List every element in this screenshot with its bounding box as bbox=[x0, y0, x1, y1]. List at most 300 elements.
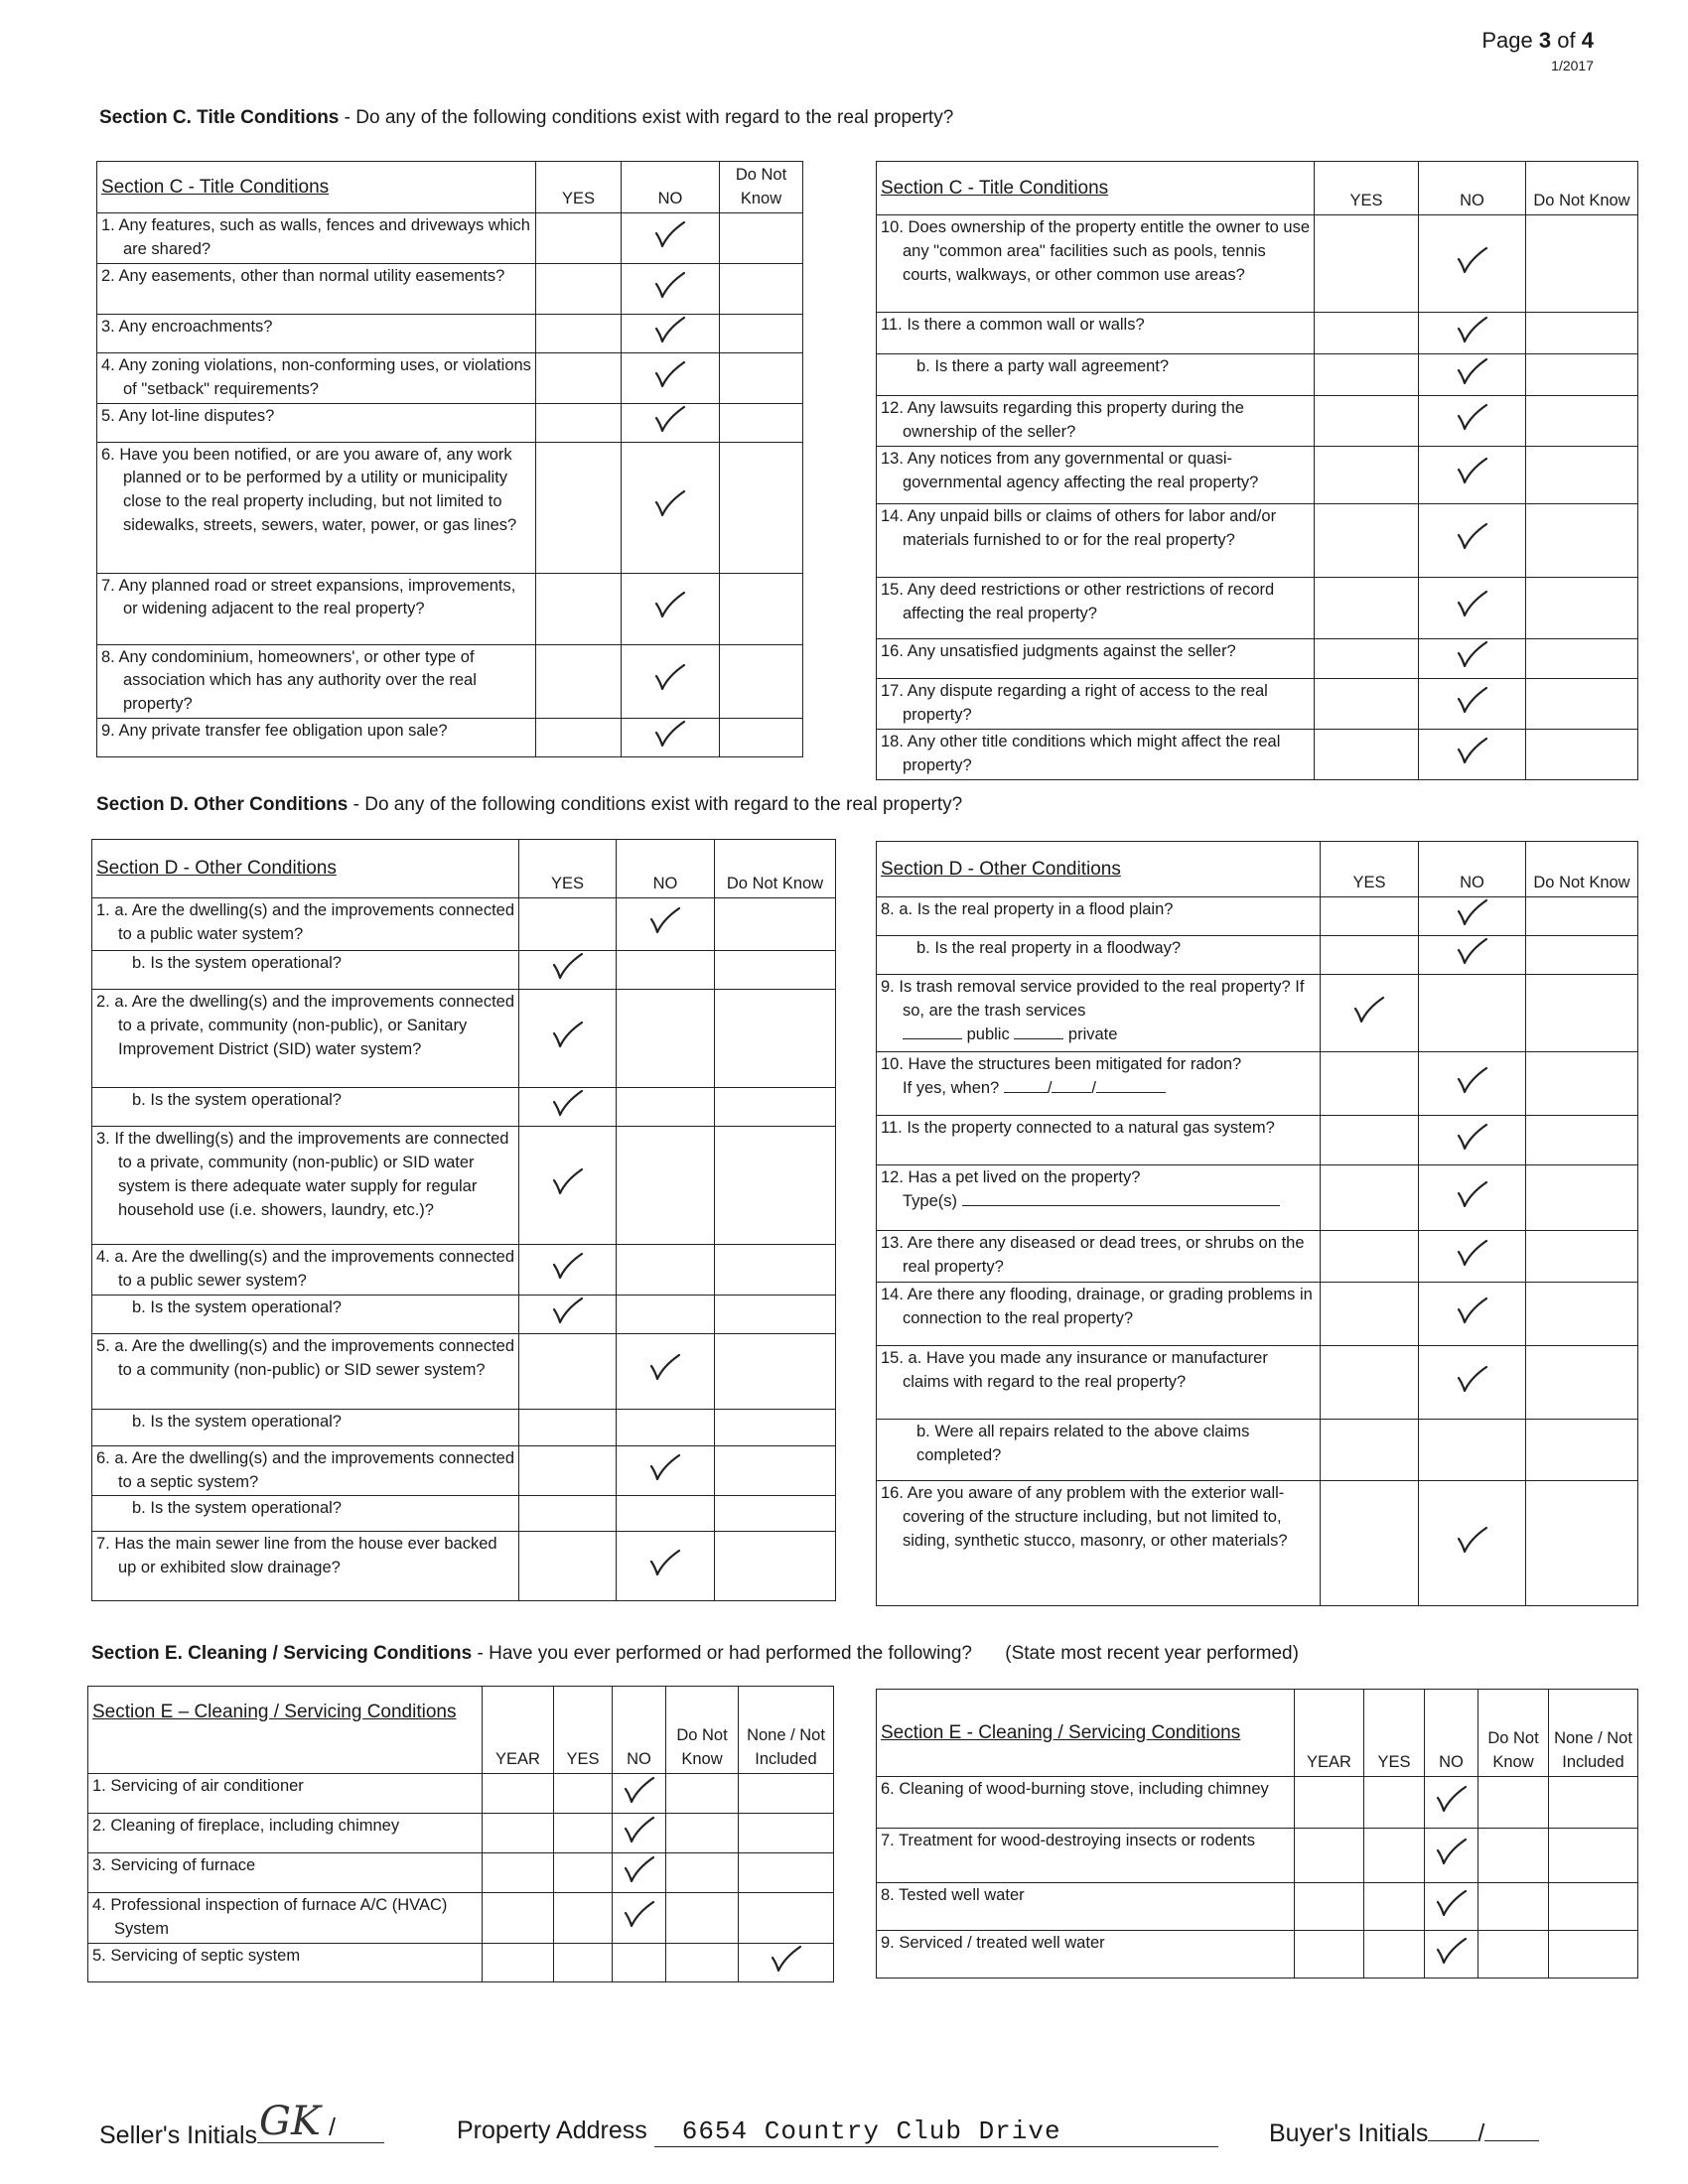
answer-cell-dnk[interactable] bbox=[666, 1774, 739, 1814]
answer-cell-yes[interactable] bbox=[519, 951, 617, 990]
answer-cell-no[interactable] bbox=[1419, 1165, 1526, 1231]
answer-cell-dnk[interactable] bbox=[1526, 678, 1638, 729]
question-text bbox=[877, 313, 1315, 354]
question-label: Cleaning of wood-burning stove, including chimney bbox=[899, 1780, 1269, 1798]
answer-cell-dnk[interactable] bbox=[1478, 1883, 1549, 1931]
answer-cell-dnk[interactable] bbox=[1526, 975, 1638, 1052]
answer-cell-yes[interactable] bbox=[1321, 897, 1419, 936]
question-row bbox=[877, 1346, 1638, 1420]
question-number: 7. bbox=[881, 1832, 895, 1849]
answer-cell-no[interactable] bbox=[1419, 678, 1526, 729]
answer-cell-dnk[interactable] bbox=[1526, 354, 1638, 396]
answer-cell-dnk[interactable] bbox=[1526, 1052, 1638, 1116]
question-number: 4. a. bbox=[96, 1247, 129, 1266]
col-no: NO bbox=[622, 162, 720, 213]
answer-cell-no[interactable] bbox=[622, 213, 720, 264]
answer-cell-no[interactable] bbox=[617, 1244, 715, 1295]
answer-cell-no[interactable] bbox=[622, 352, 720, 403]
answer-cell-dnk[interactable] bbox=[1478, 1777, 1549, 1829]
answer-cell-no[interactable] bbox=[617, 1333, 715, 1409]
answer-cell-no[interactable] bbox=[622, 403, 720, 442]
answer-cell-dnk[interactable] bbox=[720, 213, 803, 264]
answer-cell-year[interactable] bbox=[1295, 1777, 1364, 1829]
answer-cell-no[interactable] bbox=[613, 1814, 666, 1853]
question-row bbox=[97, 644, 803, 719]
col-no: NO bbox=[617, 840, 715, 898]
question-label: Is the system operational? bbox=[150, 1499, 342, 1518]
question-label: Any encroachments? bbox=[118, 317, 273, 336]
question-label: Servicing of air conditioner bbox=[110, 1777, 304, 1795]
answer-cell-dnk[interactable] bbox=[720, 352, 803, 403]
question-row bbox=[877, 354, 1638, 396]
table-title: Section D - Other Conditions bbox=[877, 842, 1321, 897]
question-label: Are the dwelling(s) and the improvements connected to a private, community (non-public), or Sanitary Improvement District (SID) water system? bbox=[118, 992, 515, 1058]
question-row bbox=[877, 1883, 1638, 1931]
question-row bbox=[92, 989, 836, 1087]
seller-initials[interactable]: Seller's Initials GK / bbox=[99, 2116, 384, 2150]
checkmark-icon bbox=[1435, 1837, 1469, 1866]
checkmark-icon bbox=[1456, 1238, 1489, 1268]
question-row bbox=[92, 1532, 836, 1601]
answer-cell-no[interactable] bbox=[613, 1893, 666, 1944]
question-label: Servicing of furnace bbox=[110, 1856, 256, 1874]
answer-cell-yes[interactable] bbox=[536, 644, 622, 719]
question-row bbox=[92, 1409, 836, 1445]
answer-cell-no[interactable] bbox=[1419, 1420, 1526, 1481]
answer-cell-yes[interactable] bbox=[519, 989, 617, 1087]
answer-cell-none[interactable] bbox=[739, 1814, 834, 1853]
answer-cell-dnk[interactable] bbox=[715, 1244, 836, 1295]
answer-cell-dnk[interactable] bbox=[715, 1409, 836, 1445]
answer-cell-no[interactable] bbox=[1419, 577, 1526, 638]
checkmark-icon bbox=[1456, 897, 1489, 927]
col-no: NO bbox=[613, 1687, 666, 1774]
answer-cell-no[interactable] bbox=[1419, 354, 1526, 396]
answer-cell-no[interactable] bbox=[622, 719, 720, 757]
answer-cell-yes[interactable] bbox=[1321, 975, 1419, 1052]
checkmark-icon bbox=[1456, 685, 1489, 715]
question-number: 10. bbox=[881, 218, 904, 236]
answer-cell-no[interactable] bbox=[1419, 975, 1526, 1052]
question-label: Have you been notified, or are you aware of, any work planned or to be performed by a utility or municipality close to the real property including, but not limited to sidewalks, streets, sewers, water, power, or gas lines? bbox=[119, 445, 517, 535]
checkmark-icon bbox=[1456, 639, 1489, 669]
answer-cell-no[interactable] bbox=[622, 263, 720, 314]
answer-cell-no[interactable] bbox=[1419, 897, 1526, 936]
answer-cell-dnk[interactable] bbox=[715, 989, 836, 1087]
answer-cell-dnk[interactable] bbox=[1526, 638, 1638, 678]
answer-cell-no[interactable] bbox=[1419, 1116, 1526, 1165]
answer-cell-no[interactable] bbox=[1419, 1283, 1526, 1346]
checkmark-icon bbox=[551, 1296, 585, 1325]
answer-cell-dnk[interactable] bbox=[1526, 396, 1638, 447]
answer-cell-dnk[interactable] bbox=[715, 1087, 836, 1126]
question-row bbox=[877, 729, 1638, 779]
question-text bbox=[877, 577, 1315, 638]
answer-cell-dnk[interactable] bbox=[1526, 1481, 1638, 1606]
answer-cell-year[interactable] bbox=[483, 1814, 554, 1853]
col-yes: YES bbox=[554, 1687, 613, 1774]
answer-cell-no[interactable] bbox=[1419, 446, 1526, 503]
answer-cell-no[interactable] bbox=[617, 1087, 715, 1126]
answer-cell-dnk[interactable] bbox=[715, 951, 836, 990]
answer-cell-dnk[interactable] bbox=[720, 442, 803, 573]
answer-cell-no[interactable] bbox=[617, 1496, 715, 1532]
answer-cell-no[interactable] bbox=[1425, 1777, 1478, 1829]
answer-cell-yes[interactable] bbox=[1321, 1420, 1419, 1481]
answer-cell-yes[interactable] bbox=[1321, 1481, 1419, 1606]
answer-cell-dnk[interactable] bbox=[1526, 1420, 1638, 1481]
question-label: Servicing of septic system bbox=[110, 1946, 301, 1965]
question-row bbox=[88, 1943, 834, 1981]
question-number: 1. bbox=[101, 216, 115, 234]
question-label: Does ownership of the property entitle the owner to use any "common area" facilities such as pools, tennis courts, walkways, or other common use areas? bbox=[903, 218, 1311, 284]
col-no: NO bbox=[1419, 842, 1526, 897]
section-e-left-table bbox=[87, 1686, 834, 1982]
question-number: 3. bbox=[101, 317, 115, 336]
question-text bbox=[92, 1126, 519, 1244]
answer-cell-dnk[interactable] bbox=[715, 1333, 836, 1409]
answer-cell-year[interactable] bbox=[483, 1893, 554, 1944]
answer-cell-dnk[interactable] bbox=[1526, 313, 1638, 354]
question-label: Cleaning of fireplace, including chimney bbox=[110, 1817, 400, 1835]
answer-cell-dnk[interactable] bbox=[720, 644, 803, 719]
answer-cell-dnk[interactable] bbox=[1478, 1829, 1549, 1883]
answer-cell-no[interactable] bbox=[1419, 396, 1526, 447]
answer-cell-dnk[interactable] bbox=[720, 573, 803, 644]
answer-cell-yes[interactable] bbox=[536, 442, 622, 573]
question-row bbox=[877, 678, 1638, 729]
answer-cell-no[interactable] bbox=[617, 951, 715, 990]
question-text bbox=[92, 1496, 519, 1532]
answer-cell-yes[interactable] bbox=[1315, 678, 1419, 729]
answer-cell-no[interactable] bbox=[617, 989, 715, 1087]
question-label: Any deed restrictions or other restrictions of record affecting the real property? bbox=[903, 580, 1275, 622]
answer-cell-dnk[interactable] bbox=[1526, 503, 1638, 577]
answer-cell-yes[interactable] bbox=[536, 263, 622, 314]
answer-cell-no[interactable] bbox=[617, 898, 715, 951]
property-address-value: 6654 Country Club Drive bbox=[654, 2116, 1218, 2147]
question-row bbox=[92, 951, 836, 990]
question-row bbox=[92, 1333, 836, 1409]
question-number: 5. bbox=[92, 1946, 106, 1965]
answer-cell-dnk[interactable] bbox=[1478, 1931, 1549, 1979]
answer-cell-dnk[interactable] bbox=[720, 719, 803, 757]
table-title: Section E - Cleaning / Servicing Conditions bbox=[877, 1690, 1295, 1777]
checkmark-icon bbox=[648, 905, 682, 935]
checkmark-icon bbox=[1435, 1888, 1469, 1918]
checkmark-icon bbox=[551, 1088, 585, 1118]
answer-cell-year[interactable] bbox=[1295, 1883, 1364, 1931]
answer-cell-dnk[interactable] bbox=[720, 314, 803, 352]
answer-cell-no[interactable] bbox=[617, 1532, 715, 1601]
answer-cell-yes[interactable] bbox=[1315, 215, 1419, 313]
answer-cell-no[interactable] bbox=[1425, 1883, 1478, 1931]
checkmark-icon bbox=[1456, 1065, 1489, 1095]
question-text bbox=[92, 1295, 519, 1333]
answer-cell-none[interactable] bbox=[1549, 1883, 1638, 1931]
question-label: Is the system operational? bbox=[150, 1412, 342, 1431]
question-number: 6. bbox=[881, 1780, 895, 1798]
answer-cell-no[interactable] bbox=[1425, 1829, 1478, 1883]
answer-cell-no[interactable] bbox=[1425, 1931, 1478, 1979]
question-text bbox=[88, 1853, 483, 1893]
col-none: None / Not Included bbox=[739, 1687, 834, 1774]
answer-cell-yes[interactable] bbox=[519, 1532, 617, 1601]
answer-cell-no[interactable] bbox=[622, 644, 720, 719]
answer-cell-dnk[interactable] bbox=[666, 1853, 739, 1893]
question-number: 11. bbox=[881, 1119, 903, 1137]
question-number: b. bbox=[132, 954, 146, 972]
answer-cell-dnk[interactable] bbox=[715, 1496, 836, 1532]
answer-cell-yes[interactable] bbox=[519, 1244, 617, 1295]
question-row bbox=[877, 1165, 1638, 1231]
answer-cell-year[interactable] bbox=[483, 1853, 554, 1893]
answer-cell-yes[interactable] bbox=[1315, 577, 1419, 638]
answer-cell-year[interactable] bbox=[483, 1943, 554, 1981]
answer-cell-dnk[interactable] bbox=[1526, 1283, 1638, 1346]
question-label: Are the dwelling(s) and the improvements connected to a community (non-public) or SID sewer system? bbox=[118, 1336, 515, 1379]
question-text bbox=[877, 1165, 1321, 1231]
question-text bbox=[877, 1883, 1295, 1931]
answer-cell-yes[interactable] bbox=[536, 213, 622, 264]
question-row bbox=[877, 313, 1638, 354]
answer-cell-yes[interactable] bbox=[519, 1126, 617, 1244]
answer-cell-none[interactable] bbox=[1549, 1829, 1638, 1883]
answer-cell-no[interactable] bbox=[1419, 215, 1526, 313]
section-e-right-table bbox=[876, 1689, 1638, 1979]
answer-cell-dnk[interactable] bbox=[720, 403, 803, 442]
answer-cell-dnk[interactable] bbox=[1526, 577, 1638, 638]
question-row bbox=[92, 1445, 836, 1496]
answer-cell-yes[interactable] bbox=[554, 1943, 613, 1981]
question-text bbox=[877, 446, 1315, 503]
answer-cell-yes[interactable] bbox=[1321, 1346, 1419, 1420]
question-row bbox=[97, 442, 803, 573]
question-label: Serviced / treated well water bbox=[899, 1934, 1105, 1952]
question-number: 9. bbox=[881, 1934, 895, 1952]
section-d-left-table bbox=[91, 839, 836, 1601]
answer-cell-dnk[interactable] bbox=[1526, 1231, 1638, 1283]
answer-cell-year[interactable] bbox=[1295, 1829, 1364, 1883]
answer-cell-yes[interactable] bbox=[1315, 729, 1419, 779]
checkmark-icon bbox=[1456, 1364, 1489, 1394]
answer-cell-dnk[interactable] bbox=[1526, 729, 1638, 779]
answer-cell-none[interactable] bbox=[1549, 1931, 1638, 1979]
page-number: Page 3 of 4 bbox=[1481, 28, 1594, 53]
answer-cell-no[interactable] bbox=[617, 1409, 715, 1445]
question-row bbox=[97, 314, 803, 352]
answer-cell-dnk[interactable] bbox=[1526, 897, 1638, 936]
answer-cell-yes[interactable] bbox=[1364, 1829, 1425, 1883]
answer-cell-yes[interactable] bbox=[554, 1893, 613, 1944]
answer-cell-dnk[interactable] bbox=[1526, 1116, 1638, 1165]
answer-cell-yes[interactable] bbox=[554, 1774, 613, 1814]
answer-cell-none[interactable] bbox=[739, 1774, 834, 1814]
section-c-heading: Section C. Title Conditions - Do any of the following conditions exist with regard to the real property? bbox=[99, 107, 954, 128]
answer-cell-no[interactable] bbox=[622, 314, 720, 352]
property-address[interactable]: Property Address 6654 Country Club Drive bbox=[457, 2116, 1218, 2147]
buyer-initials[interactable]: Buyer's Initials / bbox=[1269, 2116, 1539, 2148]
answer-cell-no[interactable] bbox=[1419, 936, 1526, 975]
answer-cell-dnk[interactable] bbox=[715, 1532, 836, 1601]
answer-cell-no[interactable] bbox=[622, 442, 720, 573]
answer-cell-yes[interactable] bbox=[1315, 446, 1419, 503]
answer-cell-yes[interactable] bbox=[1315, 313, 1419, 354]
answer-cell-yes[interactable] bbox=[536, 314, 622, 352]
extra-label: private bbox=[1067, 1024, 1118, 1043]
answer-cell-no[interactable] bbox=[617, 1295, 715, 1333]
question-number: 4. bbox=[101, 355, 115, 374]
answer-cell-dnk[interactable] bbox=[666, 1893, 739, 1944]
answer-cell-dnk[interactable] bbox=[1526, 1346, 1638, 1420]
question-label: Has the main sewer line from the house ever backed up or exhibited slow drainage? bbox=[114, 1535, 497, 1577]
answer-cell-year[interactable] bbox=[483, 1774, 554, 1814]
question-number: b. bbox=[132, 1090, 146, 1109]
answer-cell-yes[interactable] bbox=[1321, 1052, 1419, 1116]
answer-cell-no[interactable] bbox=[1419, 1481, 1526, 1606]
answer-cell-yes[interactable] bbox=[1315, 503, 1419, 577]
col-dnk: Do Not Know bbox=[715, 840, 836, 898]
checkmark-icon bbox=[1352, 995, 1386, 1024]
question-number: 4. bbox=[92, 1896, 106, 1914]
question-text bbox=[97, 263, 536, 314]
answer-cell-yes[interactable] bbox=[519, 898, 617, 951]
answer-cell-no[interactable] bbox=[613, 1943, 666, 1981]
answer-cell-dnk[interactable] bbox=[1526, 1165, 1638, 1231]
answer-cell-dnk[interactable] bbox=[666, 1814, 739, 1853]
answer-cell-yes[interactable] bbox=[1364, 1931, 1425, 1979]
question-text bbox=[97, 352, 536, 403]
answer-cell-dnk[interactable] bbox=[1526, 446, 1638, 503]
answer-cell-yes[interactable] bbox=[519, 1087, 617, 1126]
answer-cell-none[interactable] bbox=[739, 1943, 834, 1981]
question-label: Has a pet lived on the property? bbox=[908, 1168, 1141, 1186]
answer-cell-yes[interactable] bbox=[536, 352, 622, 403]
answer-cell-yes[interactable] bbox=[519, 1409, 617, 1445]
question-label: Any dispute regarding a right of access to the real property? bbox=[903, 681, 1268, 724]
question-text bbox=[877, 1777, 1295, 1829]
table-title: Section D - Other Conditions bbox=[92, 840, 519, 898]
answer-cell-yes[interactable] bbox=[1321, 1165, 1419, 1231]
question-number: 13. bbox=[881, 1234, 904, 1252]
answer-cell-no[interactable] bbox=[1419, 503, 1526, 577]
answer-cell-year[interactable] bbox=[1295, 1931, 1364, 1979]
question-text bbox=[877, 1420, 1321, 1481]
answer-cell-dnk[interactable] bbox=[715, 1126, 836, 1244]
answer-cell-yes[interactable] bbox=[519, 1295, 617, 1333]
question-number: 14. bbox=[881, 1286, 904, 1303]
answer-cell-dnk[interactable] bbox=[720, 263, 803, 314]
answer-cell-yes[interactable] bbox=[1315, 354, 1419, 396]
question-row bbox=[97, 403, 803, 442]
question-text bbox=[877, 396, 1315, 447]
question-label: Is there a common wall or walls? bbox=[907, 316, 1145, 334]
question-row bbox=[97, 719, 803, 757]
answer-cell-yes[interactable] bbox=[519, 1333, 617, 1409]
checkmark-icon bbox=[653, 359, 687, 389]
answer-cell-no[interactable] bbox=[617, 1445, 715, 1496]
question-row bbox=[92, 1295, 836, 1333]
answer-cell-none[interactable] bbox=[1549, 1777, 1638, 1829]
answer-cell-dnk[interactable] bbox=[1526, 215, 1638, 313]
answer-cell-dnk[interactable] bbox=[666, 1943, 739, 1981]
col-none: None / Not Included bbox=[1549, 1690, 1638, 1777]
question-text bbox=[97, 213, 536, 264]
answer-cell-yes[interactable] bbox=[1364, 1883, 1425, 1931]
question-text bbox=[877, 215, 1315, 313]
answer-cell-yes[interactable] bbox=[536, 573, 622, 644]
question-label: Have the structures been mitigated for radon? bbox=[908, 1055, 1242, 1073]
question-label: Any planned road or street expansions, improvements, or widening adjacent to the real property? bbox=[118, 576, 516, 618]
section-d-right-table bbox=[876, 841, 1638, 1606]
answer-cell-yes[interactable] bbox=[1321, 1283, 1419, 1346]
table-title: Section C - Title Conditions bbox=[97, 162, 536, 213]
answer-cell-no[interactable] bbox=[1419, 638, 1526, 678]
question-row bbox=[97, 263, 803, 314]
question-number: 1. bbox=[92, 1777, 106, 1795]
question-number: b. bbox=[132, 1412, 146, 1431]
answer-cell-no[interactable] bbox=[1419, 1231, 1526, 1283]
extra-label: If yes, when? bbox=[903, 1078, 1000, 1097]
answer-cell-yes[interactable] bbox=[1321, 1116, 1419, 1165]
answer-cell-none[interactable] bbox=[739, 1893, 834, 1944]
col-dnk: Do Not Know bbox=[720, 162, 803, 213]
answer-cell-dnk[interactable] bbox=[715, 898, 836, 951]
question-number: 17. bbox=[881, 681, 904, 700]
answer-cell-yes[interactable] bbox=[1321, 1231, 1419, 1283]
checkmark-icon bbox=[770, 1944, 803, 1974]
answer-cell-yes[interactable] bbox=[536, 403, 622, 442]
answer-cell-no[interactable] bbox=[617, 1126, 715, 1244]
answer-cell-no[interactable] bbox=[1419, 1346, 1526, 1420]
question-number: 15. a. bbox=[881, 1349, 922, 1367]
answer-cell-yes[interactable] bbox=[519, 1496, 617, 1532]
answer-cell-dnk[interactable] bbox=[1526, 936, 1638, 975]
question-number: 3. bbox=[92, 1856, 106, 1874]
answer-cell-no[interactable] bbox=[1419, 729, 1526, 779]
answer-cell-no[interactable] bbox=[1419, 313, 1526, 354]
answer-cell-yes[interactable] bbox=[519, 1445, 617, 1496]
answer-cell-yes[interactable] bbox=[1364, 1777, 1425, 1829]
answer-cell-yes[interactable] bbox=[1315, 638, 1419, 678]
extra-label: Type(s) bbox=[903, 1191, 958, 1210]
question-label: Have you made any insurance or manufacturer claims with regard to the real property? bbox=[903, 1349, 1268, 1391]
answer-cell-yes[interactable] bbox=[554, 1853, 613, 1893]
checkmark-icon bbox=[653, 219, 687, 249]
answer-cell-dnk[interactable] bbox=[715, 1445, 836, 1496]
question-text bbox=[877, 354, 1315, 396]
answer-cell-yes[interactable] bbox=[1315, 396, 1419, 447]
checkmark-icon bbox=[1456, 1525, 1489, 1555]
answer-cell-no[interactable] bbox=[613, 1774, 666, 1814]
answer-cell-none[interactable] bbox=[739, 1853, 834, 1893]
answer-cell-yes[interactable] bbox=[536, 719, 622, 757]
answer-cell-no[interactable] bbox=[613, 1853, 666, 1893]
form-revision: 1/2017 bbox=[1551, 58, 1594, 73]
answer-cell-dnk[interactable] bbox=[715, 1295, 836, 1333]
question-label: Are the dwelling(s) and the improvements connected to a public sewer system? bbox=[118, 1247, 515, 1290]
question-row bbox=[877, 503, 1638, 577]
question-row bbox=[877, 215, 1638, 313]
answer-cell-no[interactable] bbox=[1419, 1052, 1526, 1116]
question-label: Any other title conditions which might affect the real property? bbox=[903, 732, 1281, 774]
answer-cell-yes[interactable] bbox=[554, 1814, 613, 1853]
answer-cell-no[interactable] bbox=[622, 573, 720, 644]
answer-cell-yes[interactable] bbox=[1321, 936, 1419, 975]
question-row bbox=[877, 446, 1638, 503]
question-number: 13. bbox=[881, 449, 904, 468]
question-text bbox=[92, 1244, 519, 1295]
